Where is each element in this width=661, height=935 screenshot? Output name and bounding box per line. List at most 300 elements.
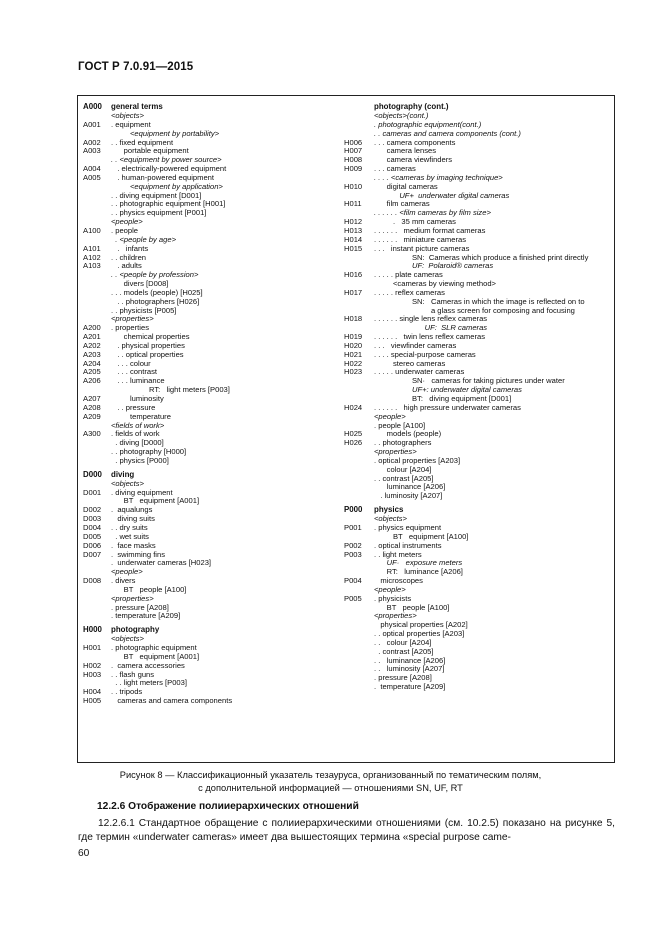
entry-row (340, 639, 614, 648)
entry-code: H002 (83, 660, 102, 670)
entry-code: A101 (83, 243, 101, 253)
entry-code: H000 (83, 625, 102, 635)
entry-term: . human-powered equipment (111, 173, 214, 182)
entry-row (340, 448, 614, 457)
entry-term: . temperature [A209] (111, 612, 181, 621)
entry-term: . camera accessories (111, 661, 185, 670)
entry-code (78, 595, 111, 604)
entry-term: . . . luminance (111, 377, 165, 386)
entry-row (78, 333, 340, 342)
entry-code: H005 (83, 696, 102, 706)
entry-code (340, 112, 374, 121)
entry-row (78, 192, 340, 201)
entry-term: <people> (374, 412, 406, 421)
entry-term: . diving [D000] (111, 439, 164, 448)
entry-code: H004 (83, 687, 102, 697)
entry-row (340, 422, 614, 431)
entry-term: photography (cont.) (374, 102, 449, 111)
entry-term: divers [D008] (111, 280, 169, 289)
entry-term: . adults (111, 262, 142, 271)
entry-row (340, 483, 614, 492)
entry-row (340, 333, 614, 342)
entry-code (78, 298, 111, 307)
entry-row (78, 577, 340, 586)
section-heading-row (340, 102, 614, 112)
entry-term: RT: luminance [A206] (374, 568, 463, 577)
entry-code: H025 (344, 429, 363, 439)
entry-row (78, 174, 340, 183)
entry-code: P003 (344, 549, 362, 559)
entry-code (78, 192, 111, 201)
entry-term: camera lenses (374, 147, 437, 156)
entry-term: SN· cameras for taking pictures under water (374, 377, 565, 386)
entry-code: D006 (83, 540, 102, 550)
entry-row (78, 139, 340, 148)
entry-row (78, 351, 340, 360)
entry-row (340, 395, 614, 404)
entry-row (78, 448, 340, 457)
entry-row (78, 183, 340, 192)
entry-term: . . luminosity [A207] (374, 665, 445, 674)
entry-term: . pressure [A208] (374, 674, 432, 683)
section-heading-row (78, 470, 340, 480)
entry-code (340, 683, 374, 692)
entry-term: . . contrast [A205] (374, 474, 434, 483)
entry-term: . . . models (people) [H025] (111, 288, 203, 297)
entry-row (340, 360, 614, 369)
entry-row (340, 298, 614, 307)
entry-code (78, 559, 111, 568)
entry-term: . . . . special-purpose cameras (374, 350, 476, 359)
entry-code: A100 (83, 225, 101, 235)
entry-row (340, 515, 614, 524)
entry-term: luminance [A206] (374, 483, 446, 492)
entry-row (340, 542, 614, 551)
entry-term: . . . . . . miniature cameras (374, 235, 466, 244)
entry-row (340, 657, 614, 666)
entry-code: A005 (83, 172, 101, 182)
section-heading-row (340, 505, 614, 515)
entry-term: <properties> (374, 448, 417, 457)
entry-code: H007 (344, 146, 363, 156)
entry-row (340, 683, 614, 692)
entry-term: . . . cameras (374, 165, 416, 174)
entry-row (78, 377, 340, 386)
entry-term: . electrically-powered equipment (111, 165, 227, 174)
entry-term: . people (111, 226, 139, 235)
entry-code (340, 657, 374, 666)
entry-term: physics (374, 505, 404, 515)
entry-code: A102 (83, 252, 101, 262)
entry-term: <cameras by viewing method> (374, 280, 496, 289)
entry-row (340, 351, 614, 360)
entry-term: . . . . <cameras by imaging technique> (374, 173, 503, 182)
entry-row (340, 121, 614, 130)
entry-row (340, 262, 614, 271)
entry-row (78, 386, 340, 395)
entry-code: A001 (83, 119, 101, 129)
entry-code: A205 (83, 367, 101, 377)
entry-row (78, 430, 340, 439)
entry-term: . photographic equipment(cont.) (374, 120, 482, 129)
entry-term: <properties> (111, 315, 154, 324)
entry-term: UF+: underwater digital cameras (374, 386, 522, 395)
entry-row (78, 506, 340, 515)
entry-term: . . children (111, 253, 147, 262)
entry-code: H016 (344, 270, 363, 280)
entry-row (340, 413, 614, 422)
entry-term: . 35 mm cameras (374, 218, 456, 227)
entry-term: BT equipment [A100] (374, 532, 469, 541)
entry-row (340, 595, 614, 604)
entry-term: . . <equipment by power source> (111, 156, 222, 165)
entry-row (78, 533, 340, 542)
entry-code (340, 604, 374, 613)
entry-row (78, 147, 340, 156)
entry-term: . photographic equipment (111, 644, 197, 653)
entry-term: . physics [P000] (111, 456, 169, 465)
entry-term: . aqualungs (111, 506, 153, 515)
entry-row (78, 227, 340, 236)
entry-row (340, 342, 614, 351)
entry-row (78, 671, 340, 680)
entry-code: A207 (83, 394, 101, 403)
entry-code: D002 (83, 505, 102, 515)
entry-term: . physicists (374, 594, 412, 603)
entry-row (340, 475, 614, 484)
entry-code (340, 648, 374, 657)
entry-row (340, 183, 614, 192)
entry-term: RT: light meters [P003] (111, 386, 230, 395)
entry-term: <equipment by application> (111, 182, 223, 191)
entry-row (78, 439, 340, 448)
entry-row (78, 644, 340, 653)
entry-row (340, 568, 614, 577)
entry-row (340, 315, 614, 324)
entry-term: . . . . . reflex cameras (374, 288, 445, 297)
entry-row (78, 271, 340, 280)
entry-row (78, 395, 340, 404)
entry-code: D000 (83, 469, 102, 479)
page-number: 60 (78, 848, 90, 859)
entry-row (78, 688, 340, 697)
entry-term: . optical properties [A203] (374, 456, 461, 465)
entry-row (78, 280, 340, 289)
entry-row (340, 289, 614, 298)
entry-code (78, 200, 111, 209)
document-header: ГОСТ Р 7.0.91—2015 (78, 61, 194, 73)
entry-row (78, 542, 340, 551)
entry-term: <fields of work> (111, 421, 165, 430)
entry-term: . . light meters (374, 550, 422, 559)
entry-row (78, 413, 340, 422)
entry-code: A201 (83, 332, 101, 342)
entry-row (340, 586, 614, 595)
entry-code: H008 (344, 155, 363, 165)
entry-code (78, 457, 111, 466)
entry-term: . optical instruments (374, 541, 442, 550)
entry-code (340, 483, 374, 492)
entry-code: H009 (344, 164, 363, 174)
entry-code (340, 102, 374, 112)
entry-code: P005 (344, 593, 362, 603)
entry-code (340, 466, 374, 475)
entry-code: H001 (83, 643, 102, 653)
entry-row (340, 551, 614, 560)
entry-term: portable equipment (111, 147, 189, 156)
entry-row (340, 209, 614, 218)
entry-term: diving suits (111, 515, 155, 524)
entry-row (340, 280, 614, 289)
entry-term: . . tripods (111, 688, 143, 697)
entry-row (78, 360, 340, 369)
entry-term: . . . . . underwater cameras (374, 368, 465, 377)
entry-row (78, 298, 340, 307)
entry-row (78, 324, 340, 333)
entry-row (78, 245, 340, 254)
entry-code: D008 (83, 576, 102, 586)
entry-term: <equipment by portability> (111, 129, 220, 138)
caption-line-1: Рисунок 8 — Классификационный указатель тезауруса, организованный по тематическим полям, (119, 770, 542, 780)
entry-term: <properties> (111, 594, 154, 603)
entry-code (78, 586, 111, 595)
entry-row (340, 271, 614, 280)
entry-code: H023 (344, 367, 363, 377)
entry-row (340, 245, 614, 254)
entry-term: . luminosity [A207] (374, 492, 443, 501)
entry-code (340, 457, 374, 466)
entry-row (78, 315, 340, 324)
entry-row (340, 324, 614, 333)
entry-term: . . <people by profession> (111, 271, 199, 280)
entry-row (340, 254, 614, 263)
entry-code: A204 (83, 358, 101, 368)
entry-code: P000 (344, 505, 363, 515)
entry-code (78, 307, 111, 316)
entry-term: <people> (111, 218, 143, 227)
entry-code: P002 (344, 540, 362, 550)
entry-term: camera viewfinders (374, 156, 453, 165)
entry-code: A208 (83, 402, 101, 412)
entry-term: chemical properties (111, 333, 190, 342)
entry-term: . physics equipment (374, 523, 442, 532)
entry-code: H014 (344, 234, 363, 244)
entry-term: <objects> (111, 112, 144, 120)
entry-row (340, 612, 614, 621)
entry-term: . . . colour (111, 359, 151, 368)
entry-code: D001 (83, 487, 102, 497)
entry-row (340, 307, 614, 316)
entry-row (78, 130, 340, 139)
entry-row (78, 635, 340, 644)
right-column (340, 100, 614, 692)
entry-code: A004 (83, 164, 101, 174)
entry-code: A209 (83, 411, 101, 421)
entry-row (340, 218, 614, 227)
entry-term: microscopes (374, 577, 423, 586)
entry-code: D005 (83, 531, 102, 541)
entry-row (340, 192, 614, 201)
entry-row (78, 209, 340, 218)
entry-term: . . photographers (374, 439, 432, 448)
entry-row (78, 679, 340, 688)
entry-row (340, 147, 614, 156)
entry-row (78, 236, 340, 245)
entry-row (78, 422, 340, 431)
entry-row (78, 165, 340, 174)
entry-code: H013 (344, 225, 363, 235)
entry-row (340, 227, 614, 236)
entry-code (340, 639, 374, 648)
entry-row (78, 595, 340, 604)
entry-row (78, 604, 340, 613)
entry-code (78, 439, 111, 448)
entry-code (78, 209, 111, 218)
entry-code: A002 (83, 137, 101, 147)
entry-code: H026 (344, 438, 363, 448)
entry-term: <properties> (374, 612, 417, 621)
entry-row (78, 457, 340, 466)
entry-term: . . physicists [P005] (111, 306, 177, 315)
entry-term: . . dry suits (111, 523, 148, 532)
entry-code: A202 (83, 340, 101, 350)
entry-row (340, 156, 614, 165)
entry-row (340, 368, 614, 377)
entry-term: . swimming fins (111, 550, 166, 559)
entry-code: A206 (83, 376, 101, 386)
entry-term: . . . . . plate cameras (374, 271, 443, 280)
entry-term: <people> (374, 585, 406, 594)
entry-term: UF: Polaroid® cameras (374, 262, 494, 271)
entry-term: . pressure [A208] (111, 603, 169, 612)
entry-code (340, 413, 374, 422)
entry-term: . . light meters [P003] (111, 679, 187, 688)
left-column (78, 100, 340, 706)
entry-code: A300 (83, 429, 101, 439)
entry-row (340, 457, 614, 466)
entry-row (340, 621, 614, 630)
entry-row (78, 156, 340, 165)
entry-code: H011 (344, 199, 362, 209)
entry-code (78, 604, 111, 613)
entry-row (340, 139, 614, 148)
entry-row (78, 404, 340, 413)
entry-term: stereo cameras (374, 359, 446, 368)
entry-term: . face masks (111, 541, 156, 550)
entry-row (340, 430, 614, 439)
entry-row (78, 218, 340, 227)
entry-term: . . . . . . single lens reflex cameras (374, 315, 488, 324)
entry-term: . . flash guns (111, 670, 155, 679)
entry-code (340, 621, 374, 630)
entry-code: H019 (344, 332, 363, 342)
entry-row (78, 342, 340, 351)
entry-term: BT equipment [A001] (111, 497, 200, 506)
entry-row (78, 497, 340, 506)
entry-term: a glass screen for composing and focusing (374, 306, 575, 315)
entry-code: H022 (344, 358, 363, 368)
entry-term: <people> (111, 568, 143, 577)
entry-row (340, 165, 614, 174)
entry-code: H024 (344, 402, 363, 412)
entry-code: H021 (344, 349, 363, 359)
entry-row (78, 653, 340, 662)
entry-term: . . . viewfinder cameras (374, 341, 457, 350)
entry-term: BT people [A100] (111, 585, 187, 594)
entry-row (78, 307, 340, 316)
entry-term: . . colour [A204] (374, 638, 432, 647)
entry-code: H020 (344, 340, 363, 350)
entry-term: . physical properties (111, 341, 185, 350)
entry-code: D003 (83, 514, 102, 524)
entry-row (78, 551, 340, 560)
entry-term: colour [A204] (374, 465, 432, 474)
entry-row (78, 568, 340, 577)
entry-term: general terms (111, 102, 163, 111)
entry-row (340, 377, 614, 386)
entry-code: A200 (83, 323, 101, 333)
entry-term: . properties (111, 324, 149, 333)
entry-code: H010 (344, 181, 363, 191)
entry-code (78, 183, 111, 192)
entry-term: . divers (111, 577, 136, 586)
entry-term: . . fixed equipment (111, 138, 174, 147)
entry-term: BT equipment [A001] (111, 652, 200, 661)
entry-term: UF: SLR cameras (374, 324, 488, 333)
entry-term: . equipment (111, 120, 151, 129)
entry-code (78, 289, 111, 298)
entry-code (78, 271, 111, 280)
entry-term: . fields of work (111, 430, 160, 439)
thesaurus-figure (77, 95, 615, 763)
section-title: 12.2.6 Отображение полииерархических отношений (97, 801, 359, 812)
entry-term: . . photography [H000] (111, 448, 187, 457)
entry-row (340, 604, 614, 613)
entry-row (340, 466, 614, 475)
entry-term: . underwater cameras [H023] (111, 559, 212, 568)
entry-code (340, 674, 374, 683)
entry-term: . . diving equipment [D001] (111, 191, 202, 200)
entry-code (340, 492, 374, 501)
entry-row (78, 697, 340, 706)
caption-line-2: с дополнительной информацией — отношениями SN, UF, RT (198, 782, 463, 793)
entry-term: . . photographers [H026] (111, 297, 200, 306)
entry-code (340, 121, 374, 130)
entry-row (340, 524, 614, 533)
entry-term: . . pressure (111, 403, 156, 412)
entry-term: . . physics equipment [P001] (111, 209, 207, 218)
entry-code: A203 (83, 349, 101, 359)
entry-term: photography (111, 625, 160, 635)
entry-code: A000 (83, 102, 102, 111)
entry-term: UF· exposure meters (374, 559, 463, 568)
entry-row (78, 586, 340, 595)
entry-term: . infants (111, 244, 149, 253)
entry-term: UF+ underwater digital cameras (374, 191, 510, 200)
entry-term: <objects> (374, 515, 407, 524)
entry-row (78, 262, 340, 271)
entry-code (78, 448, 111, 457)
section-heading-row (78, 625, 340, 635)
entry-row (78, 368, 340, 377)
entry-code: A103 (83, 261, 101, 271)
entry-row (340, 130, 614, 139)
entry-term: . <people by age> (111, 235, 177, 244)
entry-term: . temperature [A209] (374, 683, 446, 692)
entry-code: H018 (344, 314, 363, 324)
entry-term: . . optical properties [A203] (374, 630, 465, 639)
entry-term: . people [A100] (374, 421, 426, 430)
